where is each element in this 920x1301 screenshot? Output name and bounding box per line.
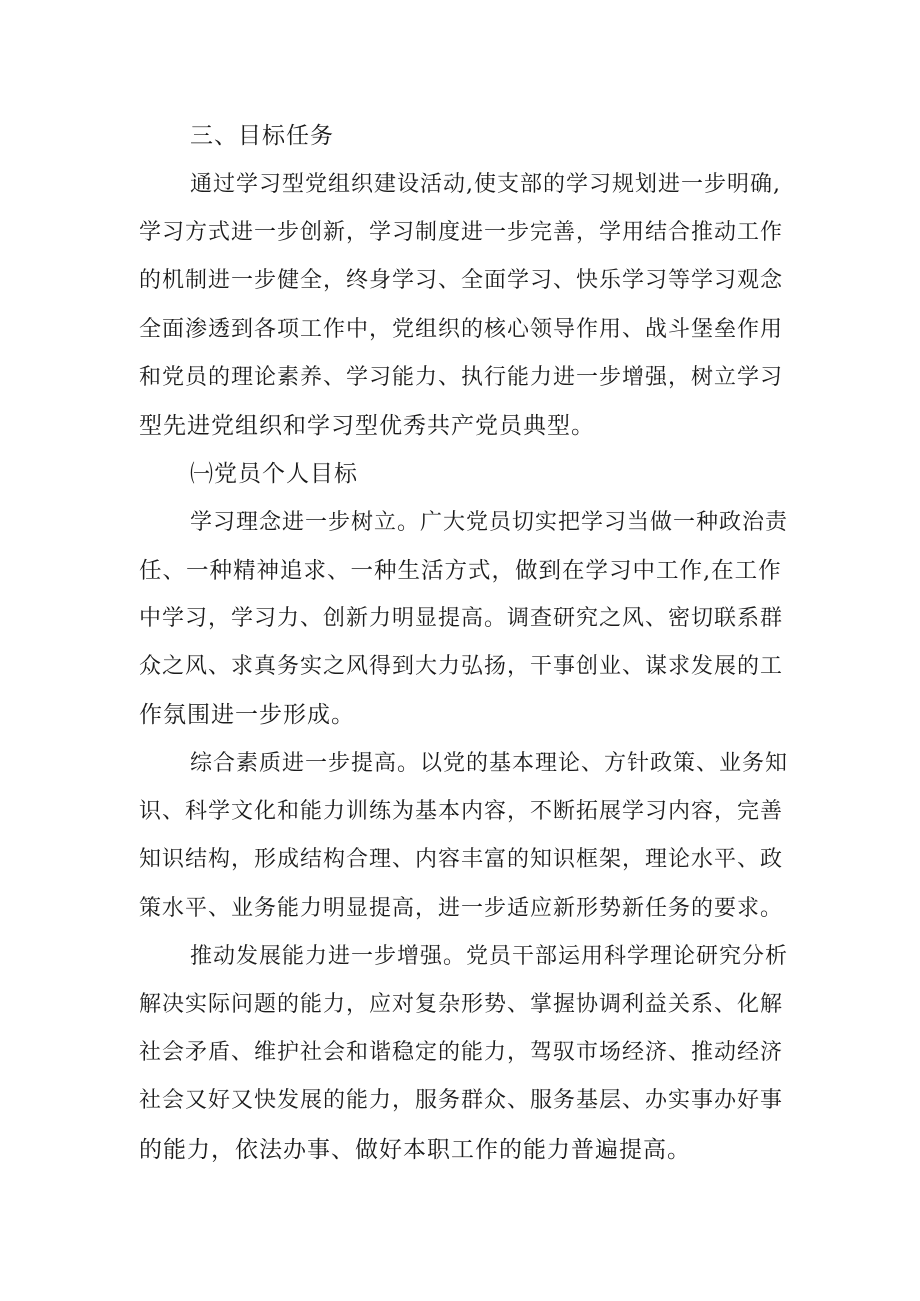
paragraph-2-line-2: 识、科学文化和能力训练为基本内容，不断拓展学习内容，完善 <box>139 799 784 824</box>
paragraph-3-line-3: 社会矛盾、维护社会和谐稳定的能力，驾驭市场经济、推动经济 <box>139 1040 784 1065</box>
paragraph-2-line-3: 知识结构，形成结构合理、内容丰富的知识框架，理论水平、政 <box>139 847 784 872</box>
paragraph-1-line-4: 众之风、求真务实之风得到大力弘扬，干事创业、谋求发展的工 <box>139 654 784 679</box>
paragraph-2-line-4: 策水平、业务能力明显提高，进一步适应新形势新任务的要求。 <box>139 896 784 921</box>
intro-line-3: 的机制进一步健全，终身学习、全面学习、快乐学习等学习观念 <box>139 268 784 293</box>
paragraph-1-line-5: 作氛围进一步形成。 <box>139 702 355 728</box>
paragraph-1-line-3: 中学习，学习力、创新力明显提高。调查研究之风、密切联系群 <box>139 606 784 631</box>
intro-line-6: 型先进党组织和学习型优秀共产党员典型。 <box>139 413 595 439</box>
paragraph-1-line-1: 学习理念进一步树立。广大党员切实把学习当做一种政治责 <box>190 510 789 535</box>
paragraph-3-line-1: 推动发展能力进一步增强。党员干部运用科学理论研究分析 <box>190 944 789 969</box>
paragraph-3-line-5: 的能力，依法办事、做好本职工作的能力普遍提高。 <box>139 1137 691 1163</box>
subheading: ㈠党员个人目标 <box>190 461 358 487</box>
paragraph-3-line-2: 解决实际问题的能力，应对复杂形势、掌握协调利益关系、化解 <box>139 992 784 1017</box>
intro-line-5: 和党员的理论素养、学习能力、执行能力进一步增强，树立学习 <box>139 365 784 390</box>
paragraph-1-line-2: 任、一种精神追求、一种生活方式，做到在学习中工作,在工作 <box>139 558 782 584</box>
section-heading: 三、目标任务 <box>190 123 334 149</box>
paragraph-2-line-1: 综合素质进一步提高。以党的基本理论、方针政策、业务知 <box>190 751 789 776</box>
intro-line-2: 学习方式进一步创新，学习制度进一步完善，学用结合推动工作 <box>139 220 784 245</box>
paragraph-3-line-4: 社会又好又快发展的能力，服务群众、服务基层、办实事办好事 <box>139 1088 784 1113</box>
intro-line-1: 通过学习型党组织建设活动,使支部的学习规划进一步明确, <box>190 172 781 197</box>
intro-line-4: 全面渗透到各项工作中，党组织的核心领导作用、战斗堡垒作用 <box>139 317 784 342</box>
